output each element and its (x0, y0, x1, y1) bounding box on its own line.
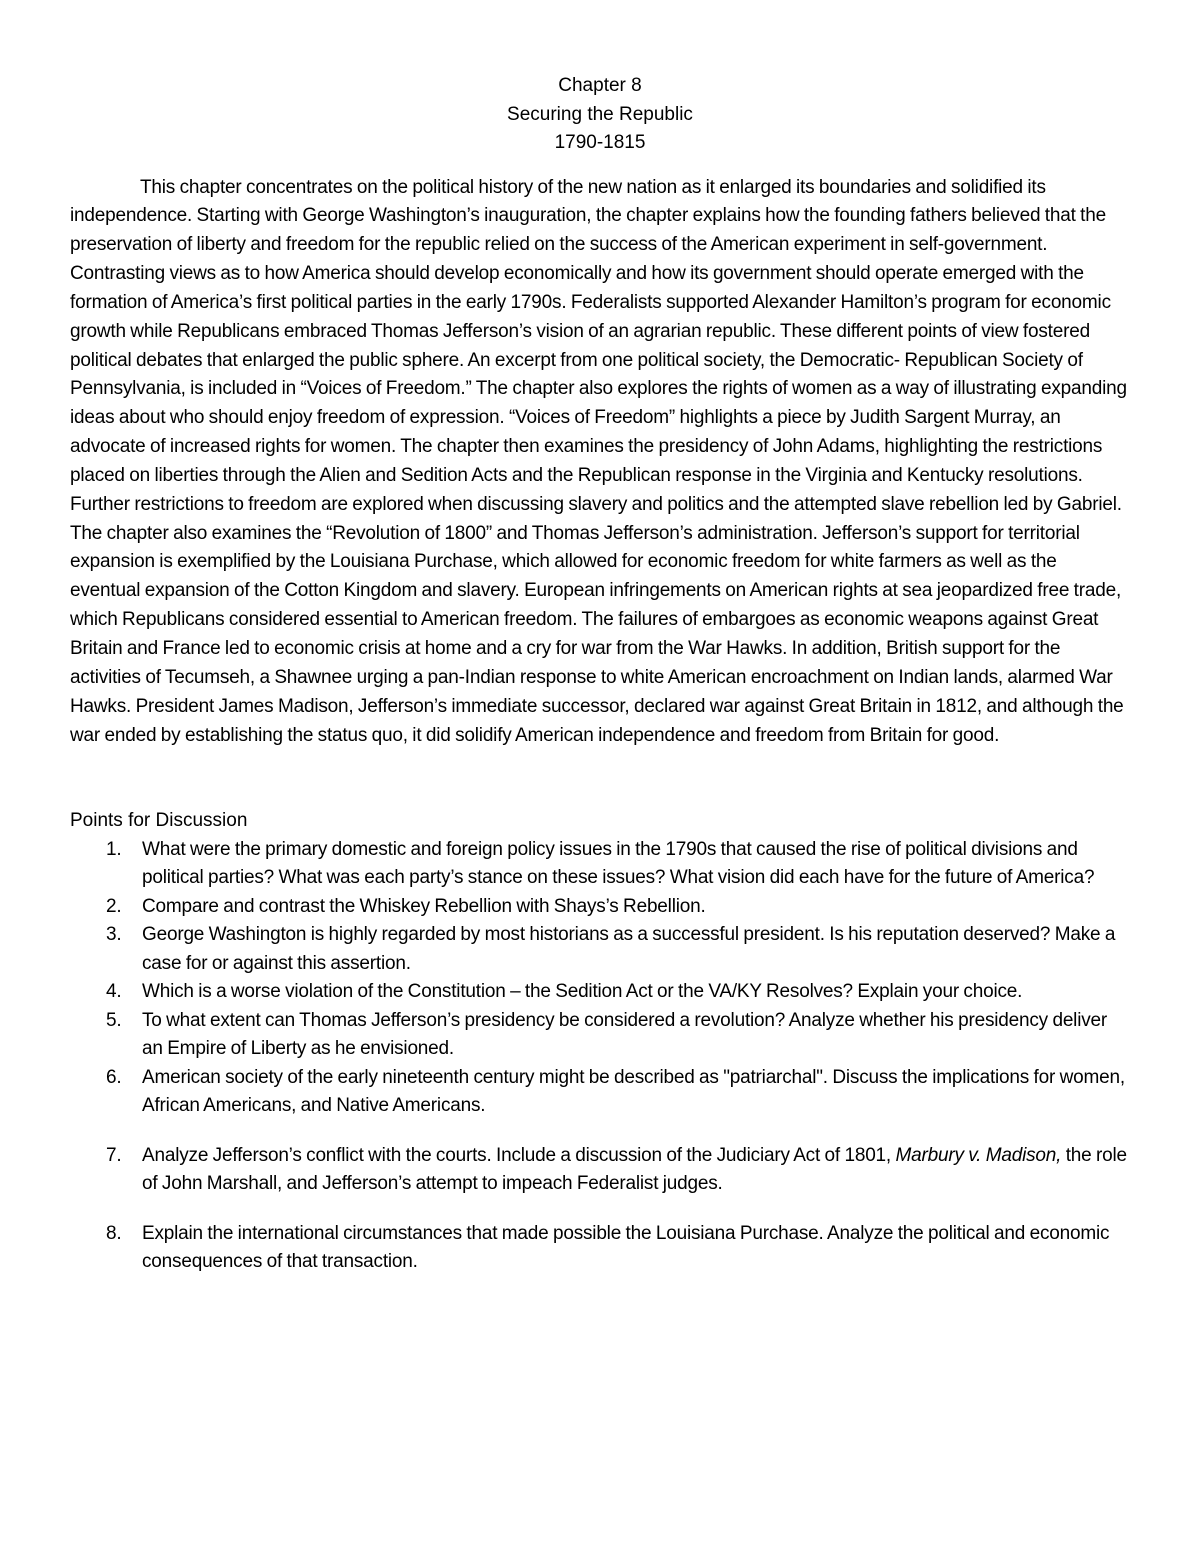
discussion-list (70, 836, 1130, 1277)
list-item-number: 2. (106, 895, 122, 917)
list-item (70, 893, 1130, 922)
list-item-number: 3. (106, 924, 122, 946)
list-item (70, 1007, 1130, 1064)
discussion-section-title: Points for Discussion (70, 810, 248, 832)
list-item-text: What were the primary domestic and foreign policy issues in the 1790s that caused the rise of political divisions and political parties? What was each party’s stance on these issues? What vision did each have for the future of America? (142, 838, 1095, 889)
list-item-number: 6. (106, 1066, 122, 1088)
list-item-number: 8. (106, 1222, 122, 1244)
list-item-text: George Washington is highly regarded by most historians as a successful president. Is his reputation deserved? Make a case for or against this assertion. (142, 924, 1116, 974)
list-item-text: Which is a worse violation of the Constitution – the Sedition Act or the VA/KY Resolves? Explain your choice. (142, 981, 1023, 1003)
list-item-text: American society of the early nineteenth century might be described as "patriarchal". Discuss the implications for women, African Americans, and Native Americans. (142, 1066, 1125, 1117)
list-item-number: 4. (106, 981, 122, 1003)
list-item-text (142, 1145, 1127, 1195)
list-item-text: Compare and contrast the Whiskey Rebellion with Shays’s Rebellion. (142, 895, 706, 917)
case-name-italic: Marbury v. Madison, (895, 1144, 1062, 1166)
list-item (70, 921, 1130, 978)
chapter-years: 1790-1815 (554, 132, 646, 153)
list-item-number: 1. (106, 838, 122, 860)
chapter-title: Securing the Republic (507, 103, 693, 125)
list-item-number: 7. (106, 1144, 122, 1166)
list-item-text-start: Analyze Jefferson’s conflict with the courts. Include a discussion of the Judiciary Act of 1801, (142, 1144, 896, 1166)
chapter-summary-paragraph: This chapter concentrates on the political history of the new nation as it enlarged its boundaries and solidified its independence. Starting with George Washington’s inauguration, the chapter explains how the founding fathers believed that the preservation of liberty and freedom for the republic relied on the success of the American experiment in self-government. Contrasting views as to how America should develop economically and how its government should operate emerged with the formation of America’s first political parties in the early 1790s. Federalists supported Alexander Hamilton’s program for economic growth while Republicans embraced Thomas Jefferson’s vision of an agrarian republic. These different points of view fostered political debates that enlarged the public sphere. An excerpt from one political society, the Democratic- Republican Society of Pennsylvania, is included in “Voices of Freedom.” The chapter also explores the rights of women as a way of illustrating expanding ideas about who should enjoy freedom of expression. “Voices of Freedom” highlights a piece by Judith Sargent Murray, an advocate of increased rights for women. The chapter then examines the presidency of John Adams, highlighting the restrictions placed on liberties through the Alien and Sedition Acts and the Republican response in the Virginia and Kentucky resolutions. Further restrictions to freedom are explored when discussing slavery and politics and the attempted slave rebellion led by Gabriel. The chapter also examines the “Revolution of 1800” and Thomas Jefferson’s administration. Jefferson’s support for territorial expansion is exemplified by the Louisiana Purchase, which allowed for economic freedom for white farmers as well as the eventual expansion of the Cotton Kingdom and slavery. European infringements on American rights at sea jeopardized free trade, which Republicans considered essential to American freedom. The failures of embargoes as economic weapons against Great Britain and France led to economic crisis at home and a cry for war from the War Hawks. In addition, British support for the activities of Tecumseh, a Shawnee urging a pan-Indian response to white American encroachment on Indian lands, alarmed War Hawks. President James Madison, Jefferson’s immediate successor, declared war against Great Britain in 1812, and although the war ended by establishing the status quo, it did solidify American independence and freedom from Britain for good. (70, 176, 1127, 746)
list-item-text: To what extent can Thomas Jefferson’s presidency be considered a revolution? Analyze whether his presidency deliver an Empire of Liberty as he envisioned. (142, 1009, 1108, 1060)
list-item-number: 5. (106, 1009, 122, 1031)
list-item-text-end: the role of John Marshall, and Jefferson’s attempt to impeach Federalist judges. (142, 1144, 1127, 1195)
list-item (70, 836, 1130, 893)
list-item (70, 1220, 1130, 1277)
list-item (70, 978, 1130, 1007)
list-item (70, 1142, 1130, 1199)
chapter-number: Chapter 8 (558, 75, 642, 96)
document-heading (70, 72, 1130, 158)
list-item-text: Explain the international circumstances that made possible the Louisiana Purchase. Analyze the political and economic consequences of that transaction. (142, 1222, 1110, 1273)
list-item (70, 1064, 1130, 1121)
